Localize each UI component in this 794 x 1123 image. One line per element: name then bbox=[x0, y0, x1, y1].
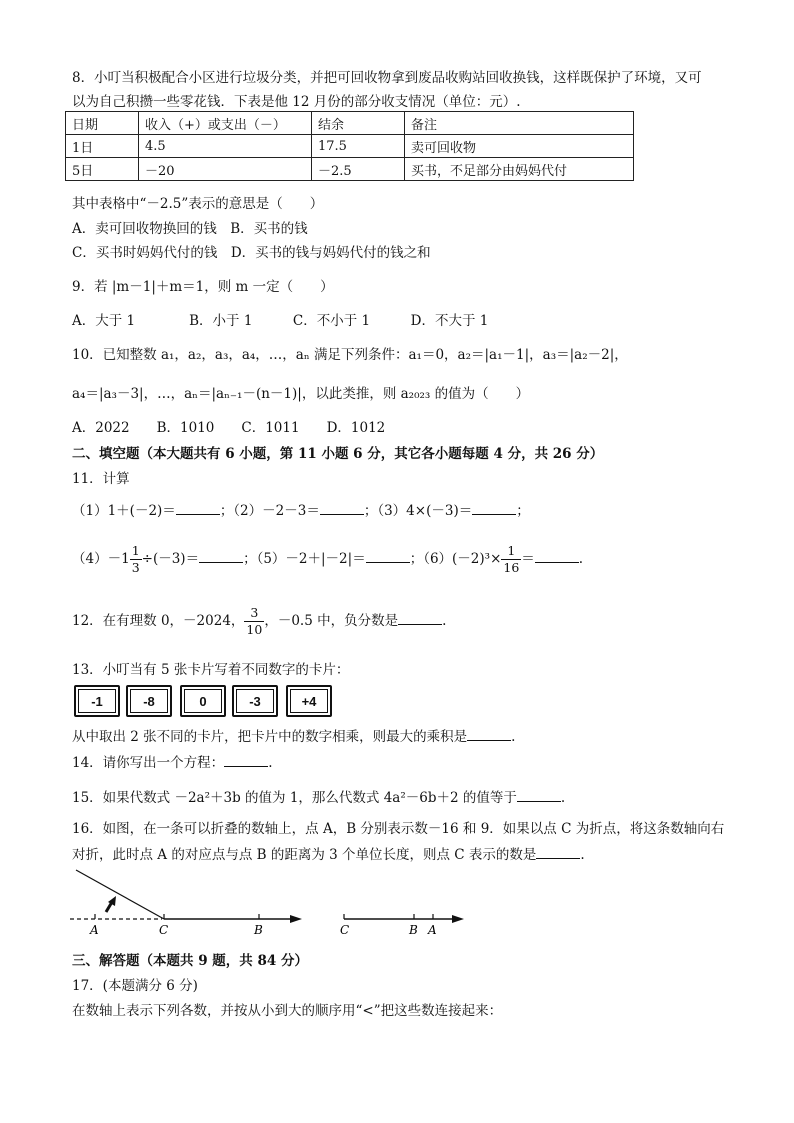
q11-part3: ；（3）4×(－3)＝ bbox=[363, 503, 473, 519]
answer-blank bbox=[535, 550, 579, 563]
result-figure bbox=[336, 866, 472, 938]
q11-part4: （4）－1 bbox=[72, 551, 130, 567]
cell-balance: 17.5 bbox=[312, 135, 405, 158]
fraction-three-tenths bbox=[244, 605, 264, 638]
q11-part2: ；（2）－2－3＝ bbox=[219, 503, 320, 519]
fold-figure bbox=[66, 866, 316, 938]
axis-arrowhead bbox=[452, 915, 464, 923]
q14-text: 14．请你写出一个方程： bbox=[72, 755, 225, 771]
axis-arrowhead bbox=[290, 915, 302, 923]
ledger-table bbox=[65, 111, 634, 181]
label-c: C bbox=[340, 923, 350, 937]
q14-end: . bbox=[268, 755, 273, 771]
answer-blank bbox=[320, 502, 364, 515]
answer-blank bbox=[199, 550, 243, 563]
answer-blank bbox=[366, 550, 410, 563]
q13-tail: 从中取出 2 张不同的卡片，把卡片中的数字相乘，则最大的乘积是 bbox=[72, 729, 468, 745]
table-row bbox=[66, 135, 634, 158]
fold-arrow-icon bbox=[106, 896, 116, 912]
q12-end: . bbox=[442, 613, 447, 629]
q16-line2: 对折，此时点 A 的对应点与点 B 的距离为 3 个单位长度，则点 C 表示的数是 bbox=[72, 847, 537, 863]
frac-num: 3 bbox=[244, 605, 264, 622]
answer-blank bbox=[467, 728, 511, 741]
frac-den: 3 bbox=[131, 560, 140, 575]
cell-date: 1日 bbox=[66, 135, 139, 158]
q11-part6-tail: ＝ bbox=[521, 551, 535, 567]
q14-line bbox=[72, 751, 272, 771]
q13-end: . bbox=[511, 729, 516, 745]
q16-line1: 16．如图，在一条可以折叠的数轴上，点 A，B 分别表示数－16 和 9．如果以点 C 为折点，将这条数轴向右 bbox=[72, 821, 725, 837]
q11-part4-tail: ÷(－3)＝ bbox=[141, 551, 200, 567]
label-c: C bbox=[159, 923, 169, 937]
answer-blank bbox=[224, 754, 268, 767]
answer-blank bbox=[472, 502, 516, 515]
label-b: B bbox=[409, 923, 418, 937]
q9-options: A．大于 1 B．小于 1 C．不小于 1 D．不大于 1 bbox=[72, 313, 489, 329]
q10-options: A．2022 B．1010 C．1011 D．1012 bbox=[72, 420, 386, 436]
answer-blank bbox=[176, 502, 220, 515]
q16-end: . bbox=[580, 847, 585, 863]
q13-stem: 13．小叮当有 5 张卡片写着不同数字的卡片： bbox=[72, 662, 350, 678]
cell-amount: －20 bbox=[139, 158, 312, 181]
frac-num: 1 bbox=[131, 543, 140, 558]
header-note: 备注 bbox=[405, 112, 634, 135]
folded-axis bbox=[76, 870, 164, 919]
header-balance: 结余 bbox=[312, 112, 405, 135]
label-a: A bbox=[428, 923, 437, 937]
q17-text: 在数轴上表示下列各数，并按从小到大的顺序用“<”把这些数连接起来： bbox=[72, 1003, 503, 1019]
q12-line bbox=[72, 605, 446, 638]
q11-row2 bbox=[72, 543, 583, 576]
q8-line2: 以为自己积攒一些零花钱．下表是他 12 月份的部分收支情况（单位：元）. bbox=[72, 94, 521, 110]
q10-line2: a₄＝|a₃－3|，…，aₙ＝|aₙ₋₁－(n－1)|，以此类推，则 a₂₀₂₃ 的值为（ ） bbox=[72, 386, 530, 402]
q8-options-ab: A．卖可回收物换回的钱 B．买书的钱 bbox=[72, 221, 308, 237]
q10-line1: 10．已知整数 a₁，a₂，a₃，a₄，…，aₙ 满足下列条件：a₁＝0，a₂＝|a₁－1|，a₃＝|a₂－2|， bbox=[72, 347, 628, 363]
q8-question: 其中表格中“－2.5”表示的意思是（ ） bbox=[72, 196, 324, 212]
q13-tail-line bbox=[72, 725, 515, 745]
q11-part6: ；（6）(－2)³× bbox=[409, 551, 502, 567]
q8-line1: 8．小叮当积极配合小区进行垃圾分类，并把可回收物拿到废品收购站回收换钱，这样既保护了环境，又可 bbox=[72, 70, 702, 86]
fraction-one-sixteenth bbox=[501, 543, 521, 576]
number-card: +4 bbox=[286, 685, 332, 717]
number-card: -8 bbox=[126, 685, 172, 717]
table-header-row bbox=[66, 112, 634, 135]
q9-stem: 9．若 |m－1|＋m＝1，则 m 一定（ ） bbox=[72, 279, 334, 295]
q15-end: . bbox=[560, 790, 566, 806]
q11-row1-end: ； bbox=[516, 503, 530, 519]
q17-score: 17．(本题满分 6 分) bbox=[72, 978, 198, 994]
cell-balance: －2.5 bbox=[312, 158, 405, 181]
label-a: A bbox=[90, 923, 99, 937]
answer-blank bbox=[536, 846, 580, 859]
answer-blank bbox=[398, 612, 442, 625]
q11-label: 11．计算 bbox=[72, 471, 130, 487]
q16-line2-wrap bbox=[72, 843, 585, 863]
q11-part1: （1）1＋(－2)＝ bbox=[72, 503, 176, 519]
q15-line bbox=[72, 786, 565, 806]
number-card: 0 bbox=[180, 685, 226, 717]
table-row bbox=[66, 158, 634, 181]
label-b: B bbox=[254, 923, 263, 937]
number-card: -3 bbox=[232, 685, 278, 717]
answer-blank bbox=[517, 789, 561, 802]
cell-note: 买书，不足部分由妈妈代付 bbox=[405, 158, 634, 181]
cell-amount: 4.5 bbox=[139, 135, 312, 158]
section3-heading: 三、解答题（本题共 9 题，共 84 分） bbox=[72, 953, 308, 969]
frac-num: 1 bbox=[501, 543, 521, 560]
q12-pre: 12．在有理数 0，－2024， bbox=[72, 613, 245, 629]
section2-heading: 二、填空题（本大题共有 6 小题，第 11 小题 6 分，其它各小题每题 4 分，共 26 分） bbox=[72, 446, 604, 462]
frac-den: 10 bbox=[246, 622, 263, 637]
cell-note: 卖可回收物 bbox=[405, 135, 634, 158]
q11-part5: ；（5）－2＋|－2|＝ bbox=[243, 551, 366, 567]
q12-post: ，－0.5 中，负分数是 bbox=[264, 613, 399, 629]
q11-row1 bbox=[72, 499, 530, 519]
number-card: -1 bbox=[74, 685, 120, 717]
fraction-one-third bbox=[130, 543, 142, 576]
header-date: 日期 bbox=[66, 112, 139, 135]
q11-row2-end: . bbox=[578, 551, 584, 567]
cell-date: 5日 bbox=[66, 158, 139, 181]
q15-text: 15．如果代数式 －2a²＋3b 的值为 1，那么代数式 4a²－6b＋2 的值等于 bbox=[72, 790, 517, 806]
frac-den: 16 bbox=[503, 560, 520, 575]
header-amount: 收入（+）或支出（－） bbox=[139, 112, 312, 135]
q8-options-cd: C．买书时妈妈代付的钱 D．买书的钱与妈妈代付的钱之和 bbox=[72, 245, 431, 261]
